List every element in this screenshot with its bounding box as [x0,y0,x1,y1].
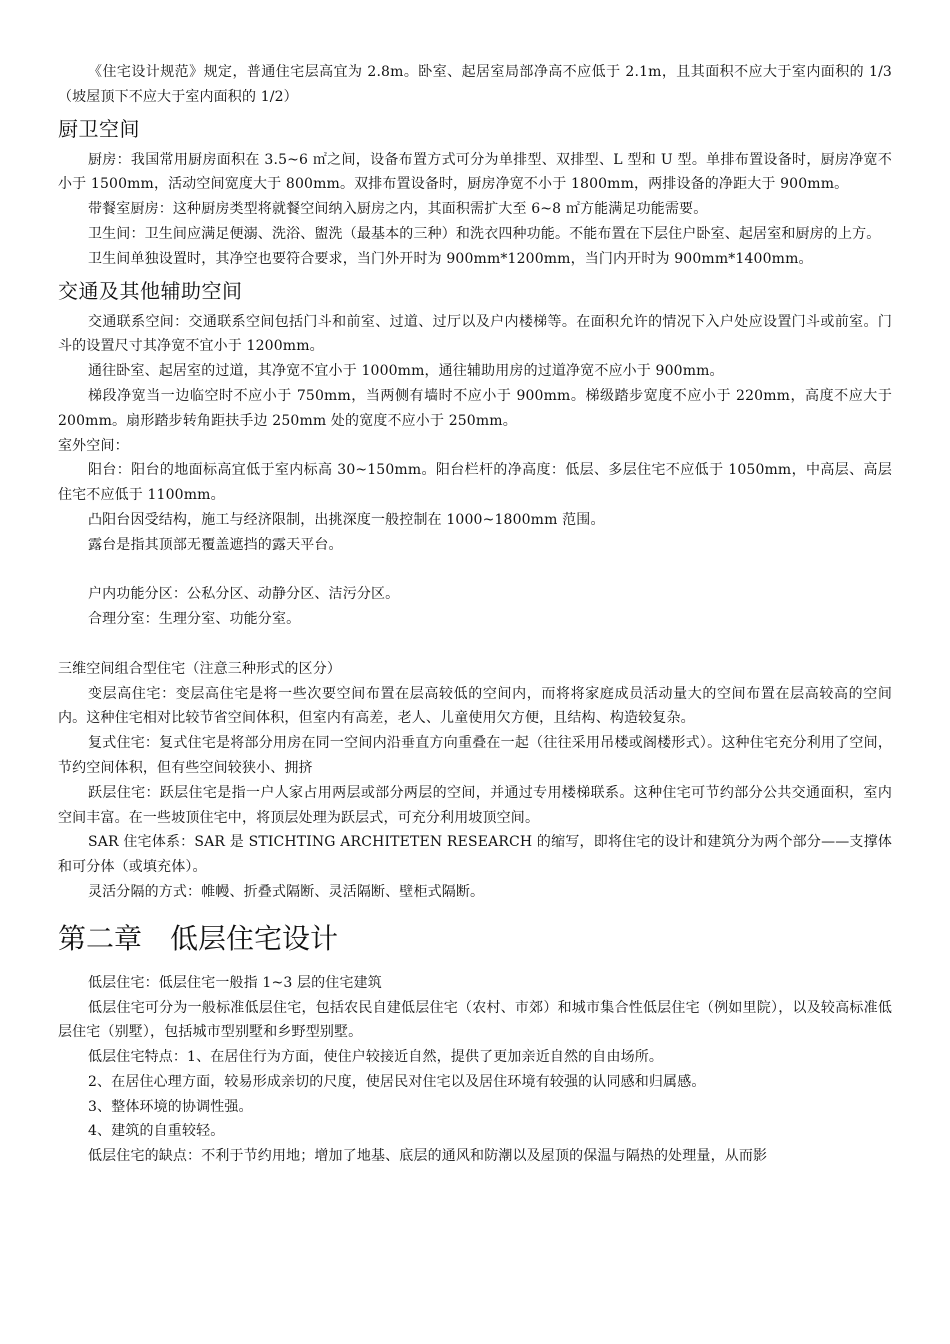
paragraph-rooms: 合理分室：生理分室、功能分室。 [88,611,301,628]
paragraph-features-2: 2、在居住心理方面，较易形成亲切的尺度，使居民对住宅以及居住环境有较强的认同感和归属感。 [88,1073,706,1090]
paragraph-features-3: 3、整体环境的协调性强。 [88,1098,253,1115]
paragraph-maisonette: 跃层住宅：跃层住宅是指一户人家占用两层或部分两层的空间，并通过专用楼梯联系。这种住宅可节约部分公共交通面积，室内空间丰富。在一些坡顶住宅中，将顶层处理为跃层式，可充分利用坡顶空间。 [58,784,892,826]
paragraph-zoning: 户内功能分区：公私分区、动静分区、洁污分区。 [88,586,400,603]
paragraph-intro: 《住宅设计规范》规定，普通住宅层高宜为 2.8m。卧室、起居室局部净高不应低于 2.1m，且其面积不应大于室内面积的 1/3（坡屋顶下不应大于室内面积的 1/2） [58,64,892,105]
blank-line [58,632,892,657]
paragraph-lowrise-definition: 低层住宅：低层住宅一般指 1~3 层的住宅建筑 [88,974,382,991]
paragraph-corridor: 通往卧室、起居室的过道，其净宽不宜小于 1000mm，通往辅助用房的过道净宽不应小于 900mm。 [88,363,724,380]
paragraph-dining-kitchen: 带餐室厨房：这种厨房类型将就餐空间纳入厨房之内，其面积需扩大至 6~8 ㎡方能满足功能需要。 [88,201,708,218]
paragraph-duplex: 复式住宅：复式住宅是将部分用房在同一空间内沿垂直方向重叠在一起（往往采用吊楼或阁楼形式）。这种住宅充分利用了空间，节约空间体积，但有些空间较狭小、拥挤 [58,735,892,776]
paragraph-bathroom: 卫生间：卫生间应满足便溺、洗浴、盥洗（最基本的三种）和洗衣四种功能。不能布置在下层住户卧室、起居室和厨房的上方。 [88,225,881,242]
paragraph-terrace: 露台是指其顶部无覆盖遮挡的露天平台。 [88,536,343,553]
paragraph-bathroom-size: 卫生间单独设置时，其净空也要符合要求，当门外开时为 900mm*1200mm，当门内开时为 900mm*1400mm。 [88,250,813,267]
paragraph-balcony: 阳台：阳台的地面标高宜低于室内标高 30~150mm。阳台栏杆的净高度：低层、多层住宅不应低于 1050mm，中高层、高层住宅不应低于 1100mm。 [58,462,892,504]
paragraph-kitchen: 厨房：我国常用厨房面积在 3.5~6 ㎡之间，设备布置方式可分为单排型、双排型、L 型和 U 型。单排布置设备时，厨房净宽不小于 1500mm，活动空间宽度大于 800mm。双排布置设备时，厨房净宽不小于 1800mm，两排设备的净距大于 900mm。 [58,151,892,193]
paragraph-split-level: 变层高住宅：变层高住宅是将一些次要空间布置在层高较低的空间内，而将将家庭成员活动量大的空间布置在层高较高的空间内。这种住宅相对比较节省空间体积，但室内有高差，老人、儿童使用欠方便，且结构、构造较复杂。 [58,685,892,727]
paragraph-lowrise-types: 低层住宅可分为一般标准低层住宅，包括农民自建低层住宅（农村、市郊）和城市集合性低层住宅（例如里院），以及较高标准低层住宅（别墅），包括城市型别墅和乡野型别墅。 [58,999,892,1041]
paragraph-3d-title: 三维空间组合型住宅（注意三种形式的区分） [58,660,341,677]
section-heading-kitchen-bath: 厨卫空间 [58,116,140,141]
paragraph-drawbacks: 低层住宅的缺点：不利于节约用地；增加了地基、底层的通风和防潮以及屋顶的保温与隔热的处理量，从而影 [88,1148,768,1165]
paragraph-circulation: 交通联系空间：交通联系空间包括门斗和前室、过道、过厅以及户内楼梯等。在面积允许的情况下入户处应设置门斗或前室。门斗的设置尺寸其净宽不宜小于 1200mm。 [58,313,892,355]
paragraph-stairs: 梯段净宽当一边临空时不应小于 750mm，当两侧有墙时不应小于 900mm。梯级踏步宽度不应小于 220mm，高度不应大于 200mm。扇形踏步转角距扶手边 250mm 处的宽度不应小于 250mm。 [58,387,892,429]
blank-line [58,558,892,583]
paragraph-bay-balcony: 凸阳台因受结构，施工与经济限制，出挑深度一般控制在 1000~1800mm 范围。 [88,511,605,528]
paragraph-partition: 灵活分隔的方式：帷幔、折叠式隔断、灵活隔断、壁柜式隔断。 [88,883,485,900]
paragraph-sar: SAR 住宅体系：SAR 是 STICHTING ARCHITETEN RESEARCH 的缩写，即将住宅的设计和建筑分为两个部分——支撑体和可分体（或填充体）。 [58,834,892,876]
paragraph-features-4: 4、建筑的自重较轻。 [88,1123,225,1140]
section-heading-circulation: 交通及其他辅助空间 [58,278,243,303]
chapter-title: 第二章 低层住宅设计 [58,921,339,955]
paragraph-outdoor-label: 室外空间： [58,437,129,454]
paragraph-features-1: 低层住宅特点：1、在居住行为方面，使住户较接近自然，提供了更加亲近自然的自由场所。 [88,1049,664,1066]
